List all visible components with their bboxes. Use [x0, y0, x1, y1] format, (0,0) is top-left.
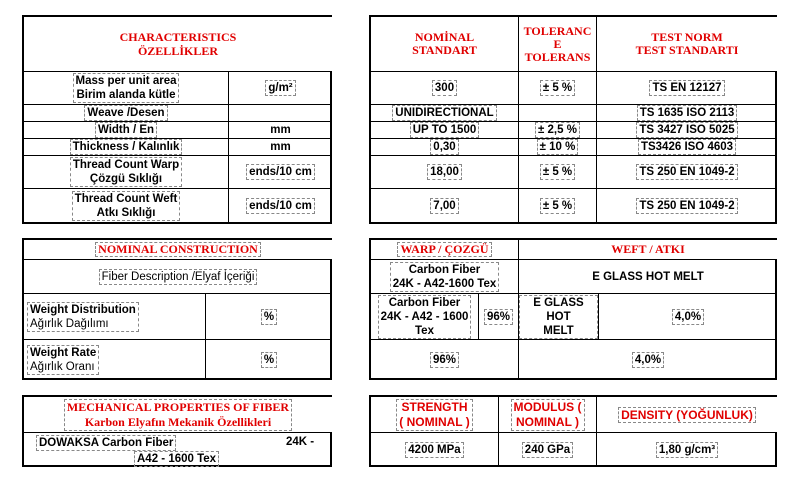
density-value: 1,80 g/cm³: [597, 433, 777, 467]
weft-title: WEFT / ATKI: [519, 240, 777, 260]
warp-weft-table: [369, 238, 777, 380]
row-mass-label: Mass per unit area Birim alanda kütle: [24, 72, 229, 105]
tolerance-warp: ± 5 %: [519, 156, 597, 189]
weft-percent: 4,0%: [599, 294, 777, 340]
weight-distribution-unit: %: [206, 294, 332, 340]
nominal-mass: 300: [371, 72, 519, 105]
test-warp: TS 250 EN 1049-2: [597, 156, 777, 189]
row-weave-label: Weave /Desen: [24, 105, 229, 122]
weft-fiber: E GLASS HOT MELT: [519, 260, 777, 294]
modulus-value: 240 GPa: [499, 433, 597, 467]
characteristics-header: [24, 17, 332, 72]
nominal-warp: 18,00: [371, 156, 519, 189]
mechanical-table: [22, 395, 332, 467]
tolerance-mass: ± 5 %: [519, 72, 597, 105]
weight-rate-label: Weight Rate Ağırlık Oranı: [24, 340, 206, 380]
weft-rate: 4,0%: [519, 340, 777, 380]
row-width-label: Width / En: [24, 122, 229, 139]
weft-fiber-detail: E GLASS HOT MELT: [519, 294, 599, 340]
row-weave-unit: [229, 105, 332, 122]
nominal-width: UP TO 1500: [371, 122, 519, 139]
row-width-unit: mm: [229, 122, 332, 139]
tolerance-weft: ± 5 %: [519, 189, 597, 222]
fiber-description: Fiber Description /Elyaf İçeriği: [24, 260, 332, 294]
testnorm-header: TEST NORM TEST STANDARTI: [597, 17, 777, 72]
warp-fiber: Carbon Fiber 24K - A42-1600 Tex: [371, 260, 519, 294]
characteristics-table: [22, 15, 332, 224]
test-weft: TS 250 EN 1049-2: [597, 189, 777, 222]
row-mass-unit: g/m²: [229, 72, 332, 105]
warp-title: WARP / ÇOZGÜ: [371, 240, 519, 260]
warp-rate: 96%: [371, 340, 519, 380]
test-weave: TS 1635 ISO 2113: [597, 105, 777, 122]
strength-value: 4200 MPa: [371, 433, 499, 467]
characteristics-title: CHARACTERISTICS: [119, 30, 237, 44]
row-warp-unit: ends/10 cm: [229, 156, 332, 189]
modulus-header: MODULUS ( NOMINAL ): [499, 397, 597, 433]
test-thickness: TS3426 ISO 4603: [597, 139, 777, 156]
nominal-thickness: 0,30: [371, 139, 519, 156]
tolerance-weave: [519, 105, 597, 122]
row-thickness-unit: mm: [229, 139, 332, 156]
fiber-name: DOWAKSA Carbon Fiber 24K - A42 - 1600 Tex: [24, 433, 332, 467]
weight-rate-unit: %: [206, 340, 332, 380]
tolerance-thickness: ± 10 %: [519, 139, 597, 156]
construction-table: [22, 238, 332, 380]
row-weft-unit: ends/10 cm: [229, 189, 332, 222]
tolerance-width: ± 2,5 %: [519, 122, 597, 139]
row-weft-label: Thread Count Weft Atkı Sıklığı: [24, 189, 229, 222]
density-header: DENSITY (YOĞUNLUK): [597, 397, 777, 433]
weight-distribution-label: Weight Distribution Ağırlık Dağılımı: [24, 294, 206, 340]
characteristics-subtitle: ÖZELLİKLER: [137, 44, 218, 58]
values-table: [369, 15, 777, 224]
strength-header: STRENGTH ( NOMINAL ): [371, 397, 499, 433]
nominal-weft: 7,00: [371, 189, 519, 222]
test-width: TS 3427 ISO 5025: [597, 122, 777, 139]
construction-title: NOMINAL CONSTRUCTION: [24, 240, 332, 260]
strength-table: [369, 395, 777, 467]
nominal-header: NOMİNAL STANDART: [371, 17, 519, 72]
test-mass: TS EN 12127: [597, 72, 777, 105]
nominal-weave: UNIDIRECTIONAL: [371, 105, 519, 122]
tolerance-header: TOLERANC E TOLERANS: [519, 17, 597, 72]
row-thickness-label: Thickness / Kalınlık: [24, 139, 229, 156]
warp-percent: 96%: [479, 294, 519, 340]
warp-fiber-detail: Carbon Fiber 24K - A42 - 1600 Tex: [371, 294, 479, 340]
row-warp-label: Thread Count Warp Çözgü Sıklığı: [24, 156, 229, 189]
mechanical-title: MECHANICAL PROPERTIES OF FIBER Karbon Elyafın Mekanik Özellikleri: [24, 397, 332, 433]
